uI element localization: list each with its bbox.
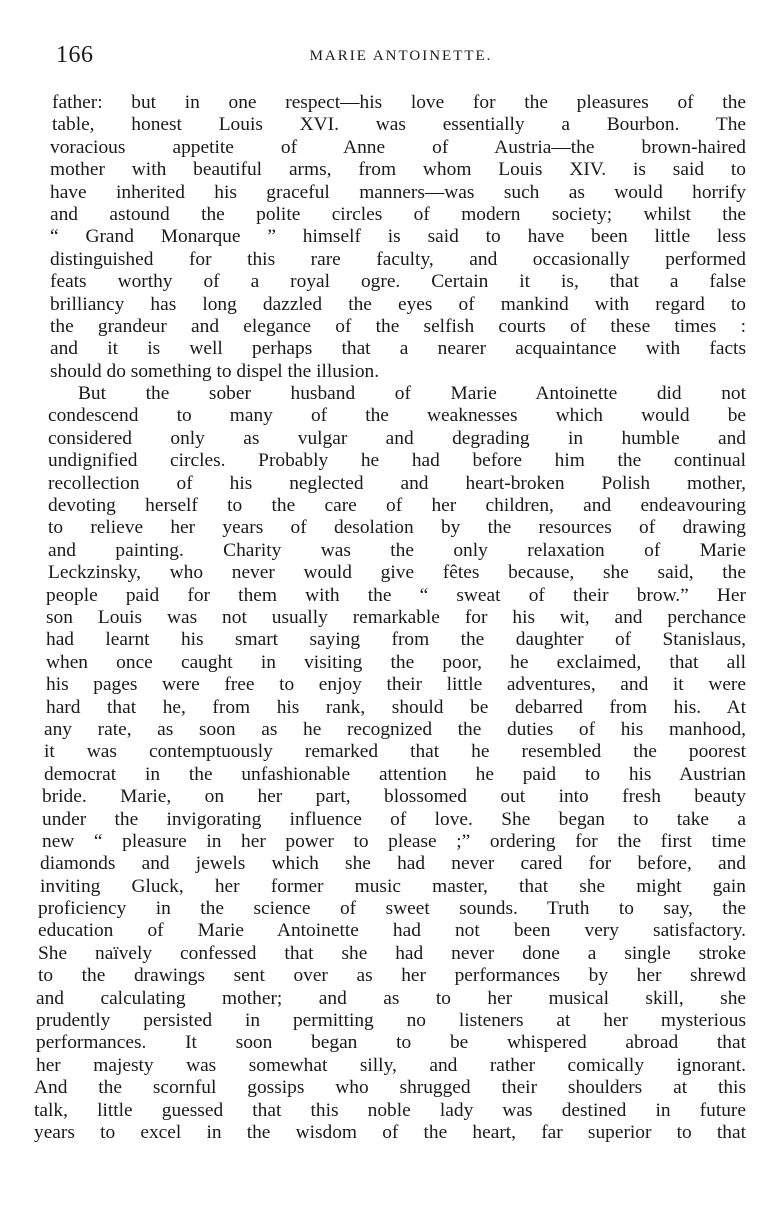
text-line: father: but in one respect—his love for the pleasures of the — [52, 92, 746, 113]
text-line: education of Marie Antoinette had not been very satisfactory. — [38, 920, 746, 942]
text-line: new “ pleasure in her power to please ;” ordering for the first time — [42, 830, 746, 852]
text-line: his pages were free to enjoy their little adventures, and it were — [46, 674, 746, 696]
running-head — [56, 42, 746, 72]
text-line: distinguished for this rare faculty, and occasionally performed — [50, 248, 746, 270]
text-line: Leckzinsky, who never would give fêtes because, she said, the — [48, 562, 746, 584]
text-line: condescend to many of the weaknesses which would be — [48, 405, 746, 427]
text-line: talk, little guessed that this noble lady was destined in future — [34, 1099, 746, 1121]
text-line: to relieve her years of desolation by the resources of drawing — [48, 517, 746, 539]
text-line: inviting Gluck, her former music master, that she might gain — [40, 875, 746, 897]
text-line: bride. Marie, on her part, blossomed out into fresh beauty — [42, 786, 746, 808]
text-line: the grandeur and elegance of the selfish courts of these times : — [50, 315, 746, 337]
text-line: any rate, as soon as he recognized the duties of his manhood, — [44, 718, 746, 740]
text-line: years to excel in the wisdom of the heart, far superior to that — [34, 1121, 746, 1143]
text-line: democrat in the unfashionable attention he paid to his Austrian — [44, 763, 746, 785]
text-line: proficiency in the science of sweet sounds. Truth to say, the — [38, 898, 746, 920]
text-line: hard that he, from his rank, should be debarred from his. At — [46, 696, 746, 718]
text-line: son Louis was not usually remarkable for his wit, and perchance — [46, 606, 746, 628]
text-line: under the invigorating influence of love. She began to take a — [42, 808, 746, 830]
text-line: and calculating mother; and as to her musical skill, she — [36, 987, 746, 1009]
text-line: But the sober husband of Marie Antoinette did not — [78, 383, 746, 405]
running-title: MARIE ANTOINETTE. — [309, 48, 493, 64]
text-line: recollection of his neglected and heart-broken Polish mother, — [48, 472, 746, 494]
text-line: performances. It soon began to be whispered abroad that — [36, 1032, 746, 1054]
body-text — [34, 92, 746, 1144]
text-line: and astound the polite circles of modern society; whilst the — [50, 203, 746, 225]
text-line: and painting. Charity was the only relaxation of Marie — [48, 539, 746, 561]
text-line: table, honest Louis XVI. was essentially a Bourbon. The — [52, 114, 746, 136]
text-line: feats worthy of a royal ogre. Certain it is, that a false — [50, 271, 746, 293]
text-line: when once caught in visiting the poor, he exclaimed, that all — [46, 651, 746, 673]
text-line: and it is well perhaps that a nearer acquaintance with facts — [50, 338, 746, 360]
text-line: She naïvely confessed that she had never done a single stroke — [38, 942, 746, 964]
text-line: undignified circles. Probably he had before him the continual — [48, 450, 746, 472]
text-line: her majesty was somewhat silly, and rather comically ignorant. — [36, 1054, 746, 1076]
text-line: it was contemptuously remarked that he resembled the poorest — [44, 741, 746, 763]
text-line: diamonds and jewels which she had never cared for before, and — [40, 853, 746, 875]
page-number: 166 — [56, 42, 94, 68]
text-line: had learnt his smart saying from the daughter of Stanislaus, — [46, 629, 746, 651]
text-line: devoting herself to the care of her children, and endeavouring — [48, 495, 746, 517]
text-line: to the drawings sent over as her performances by her shrewd — [38, 965, 746, 987]
text-line: “ Grand Monarque ” himself is said to have been little less — [50, 226, 746, 248]
text-line: mother with beautiful arms, from whom Louis XIV. is said to — [50, 159, 746, 181]
text-line: prudently persisted in permitting no listeners at her mysterious — [36, 1010, 746, 1032]
text-line: brilliancy has long dazzled the eyes of mankind with regard to — [50, 293, 746, 315]
text-line: considered only as vulgar and degrading in humble and — [48, 427, 746, 449]
text-line: And the scornful gossips who shrugged their shoulders at this — [34, 1077, 746, 1099]
text-line: have inherited his graceful manners—was such as would horrify — [50, 181, 746, 203]
text-line: voracious appetite of Anne of Austria—the brown-haired — [50, 136, 746, 158]
text-line: people paid for them with the “ sweat of their brow.” Her — [46, 584, 746, 606]
text-line: should do something to dispel the illusion. — [50, 360, 380, 382]
